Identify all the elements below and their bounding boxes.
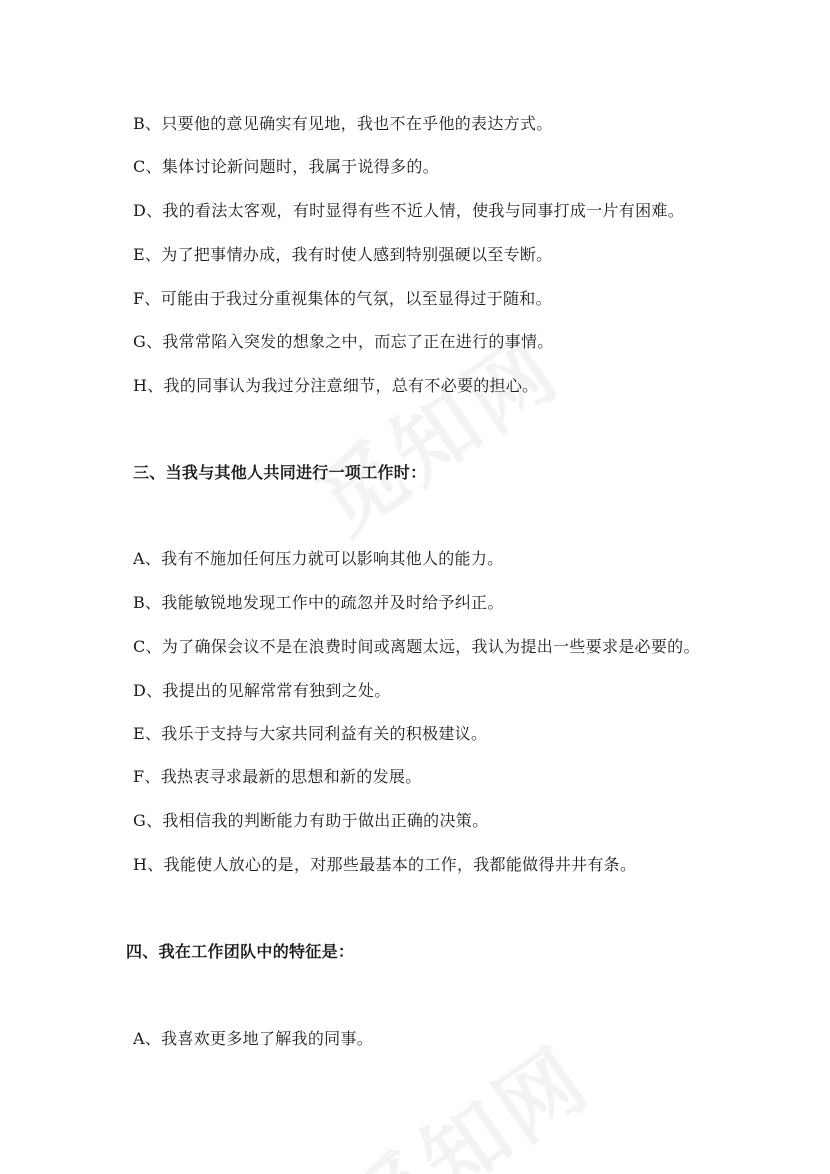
option-3-h: H、我能使人放心的是，对那些最基本的工作，我都能做得井井有条。 — [133, 855, 637, 874]
option-3-c: C、为了确保会议不是在浪费时间或离题太远，我认为提出一些要求是必要的。 — [133, 637, 700, 656]
section-4-heading: 四、我在工作团队中的特征是： — [126, 942, 355, 961]
option-2-h: H、我的同事认为我过分注意细节，总有不必要的担心。 — [133, 376, 539, 395]
option-2-d: D、我的看法太客观，有时显得有些不近人情，使我与同事打成一片有困难。 — [133, 201, 685, 220]
option-2-e: E、为了把事情办成，我有时使人感到特别强硬以至专断。 — [133, 245, 553, 264]
option-4-a: A、我喜欢更多地了解我的同事。 — [133, 1029, 374, 1048]
option-3-g: G、我相信我的判断能力有助于做出正确的决策。 — [133, 811, 489, 830]
option-3-b: B、我能敏锐地发现工作中的疏忽并及时给予纠正。 — [133, 593, 504, 612]
option-3-e: E、我乐于支持与大家共同利益有关的积极建议。 — [133, 724, 488, 743]
option-2-c: C、集体讨论新问题时，我属于说得多的。 — [133, 157, 439, 176]
option-3-d: D、我提出的见解常常有独到之处。 — [133, 681, 391, 700]
option-3-a: A、我有不施加任何压力就可以影响其他人的能力。 — [133, 549, 504, 568]
option-2-f: F、可能由于我过分重视集体的气氛，以至显得过于随和。 — [133, 289, 552, 308]
option-2-g: G、我常常陷入突发的想象之中，而忘了正在进行的事情。 — [133, 332, 554, 351]
option-3-f: F、我热衷寻求最新的思想和新的发展。 — [133, 767, 422, 786]
option-2-b: B、只要他的意见确实有见地，我也不在乎他的表达方式。 — [133, 114, 553, 133]
section-3-heading: 三、当我与其他人共同进行一项工作时： — [133, 463, 427, 482]
